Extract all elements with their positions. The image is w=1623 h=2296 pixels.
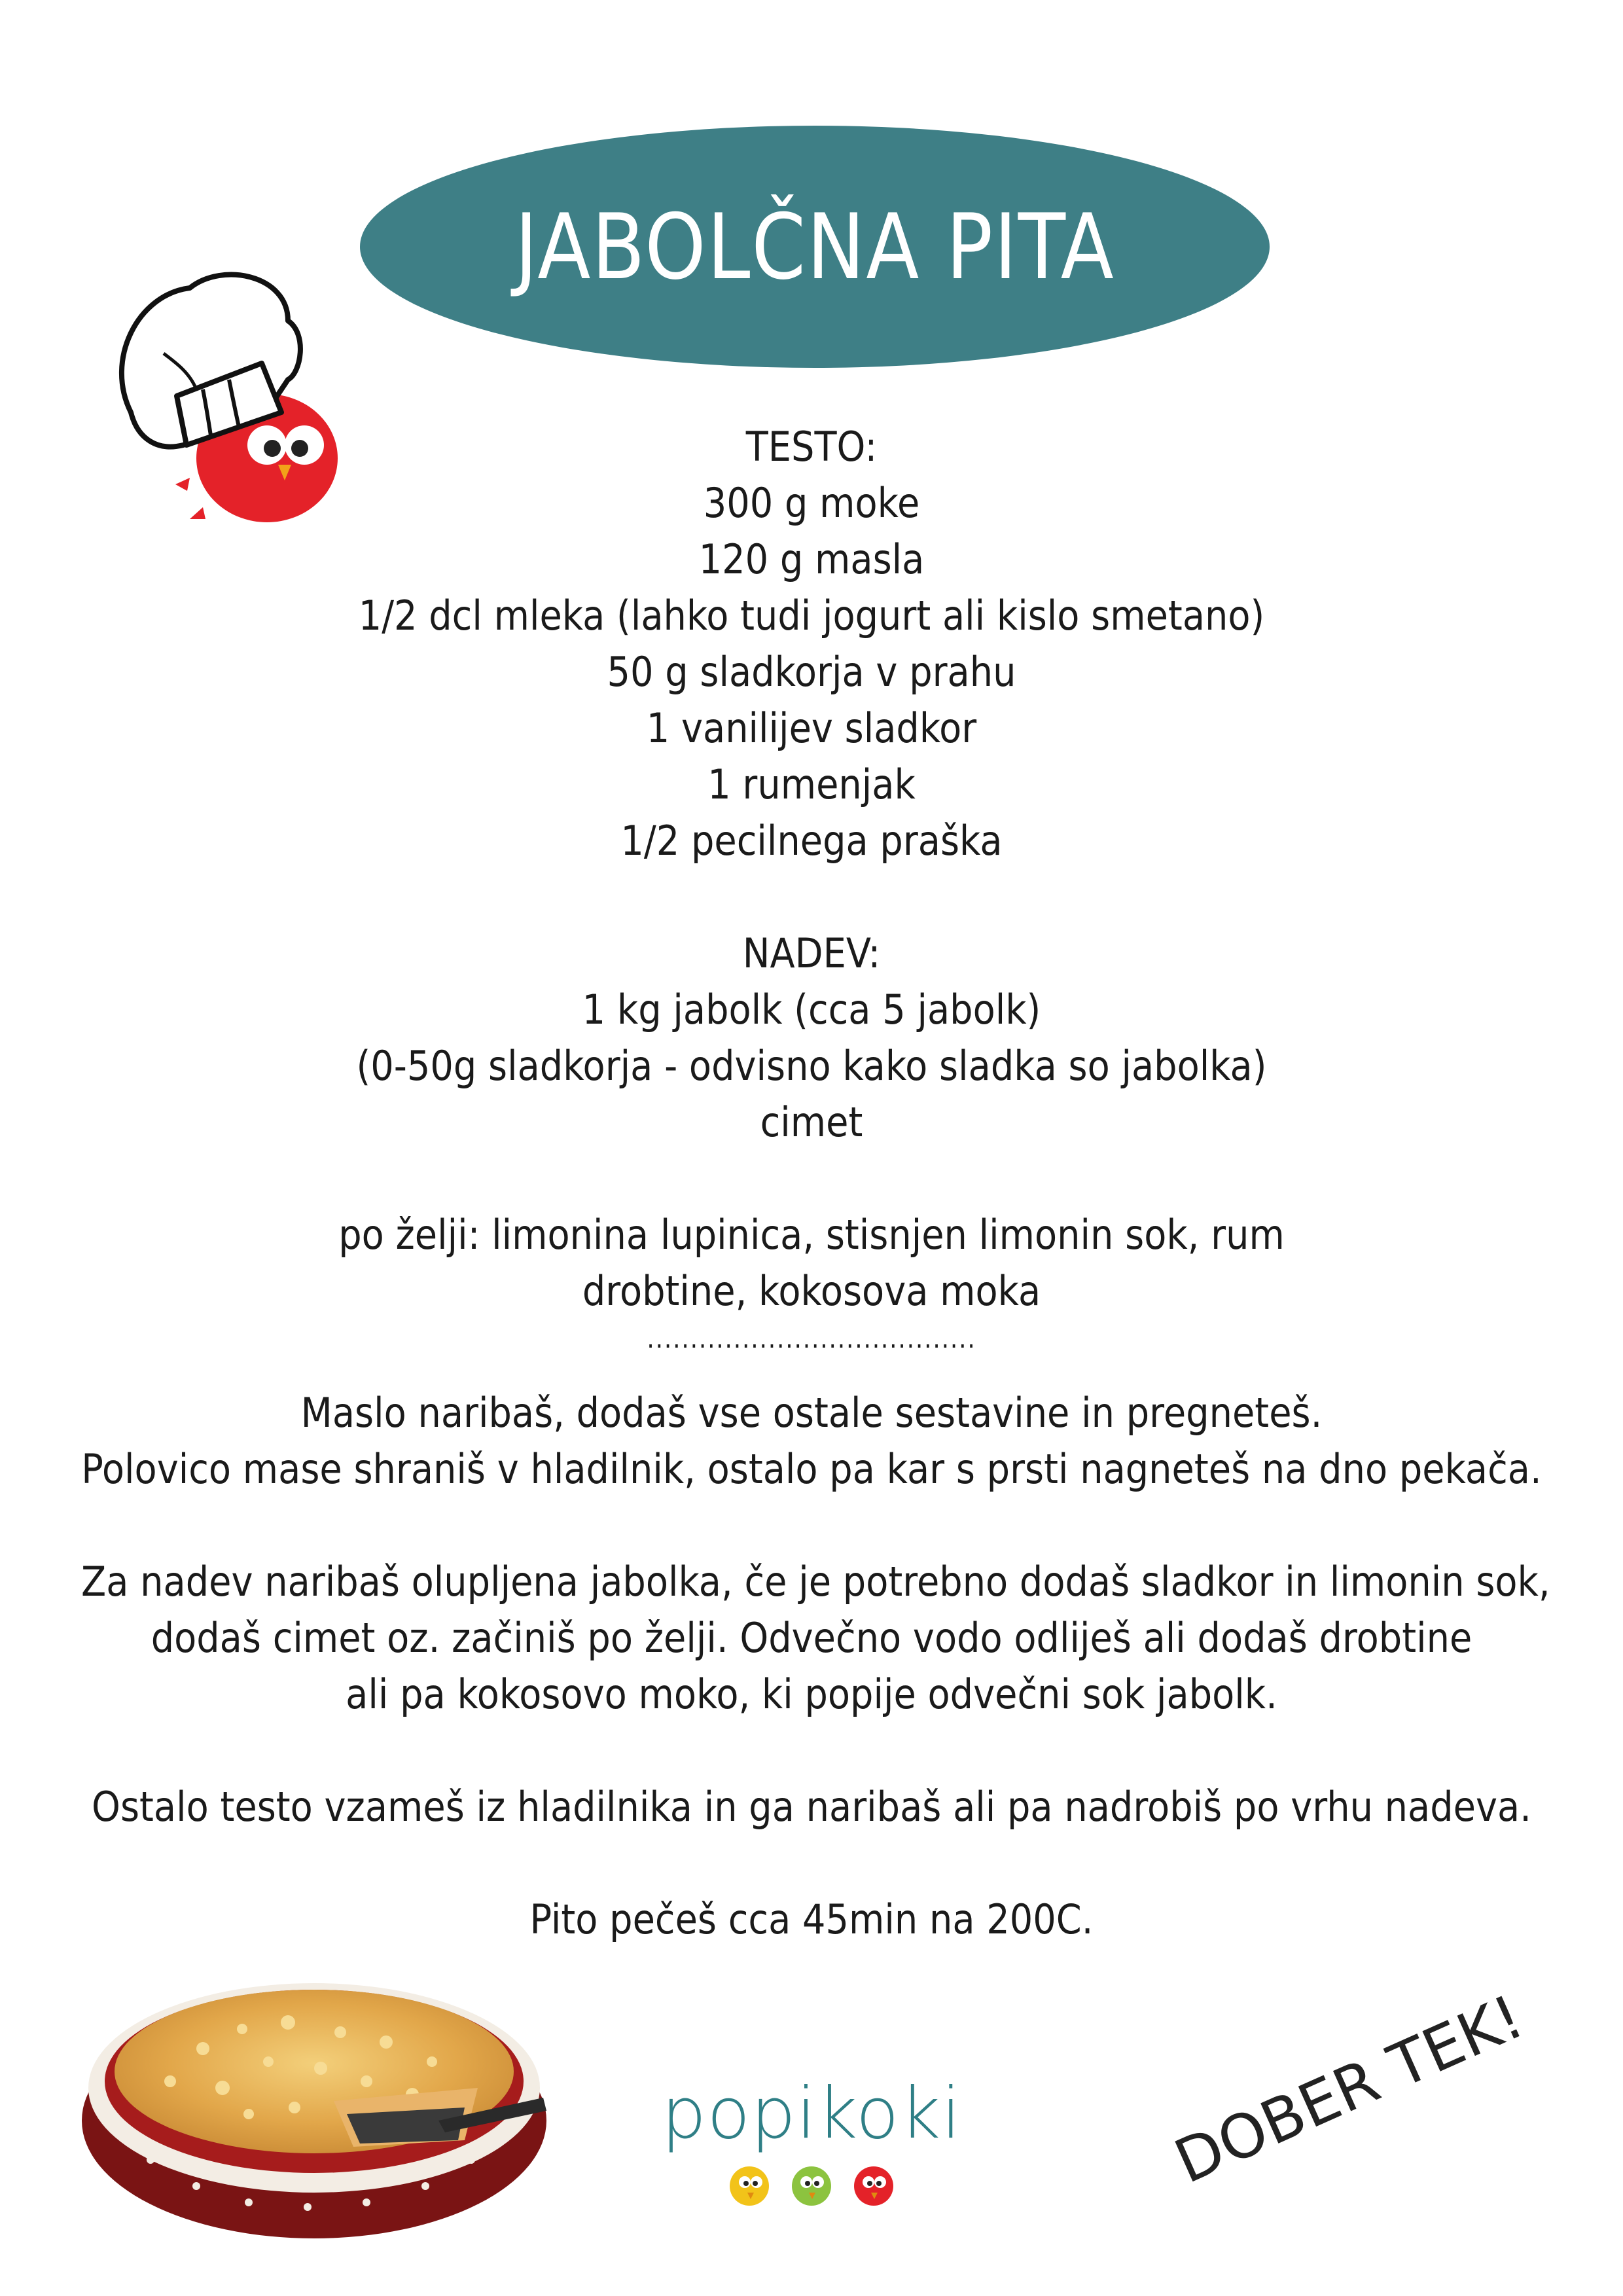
recipe-body bbox=[0, 419, 1623, 1948]
page-title: JABOLČNA PITA bbox=[514, 194, 1115, 300]
dough-item: 300 g moke bbox=[703, 479, 920, 527]
instruction-line: Polovico mase shraniš v hladilnik, ostalo pa kar s prsti nagneteš na dno pekača. bbox=[81, 1445, 1542, 1493]
title-banner bbox=[360, 126, 1270, 368]
brand-logo bbox=[661, 2075, 962, 2232]
dough-item: 50 g sladkorja v prahu bbox=[607, 648, 1016, 696]
dough-item: 120 g masla bbox=[698, 535, 925, 583]
popikoki-birds-icon bbox=[713, 2153, 910, 2219]
divider: ...................................... bbox=[647, 1324, 976, 1354]
closing-text: DOBER TEK! bbox=[1164, 1981, 1534, 2197]
filling-item: 1 kg jabolk (cca 5 jabolk) bbox=[582, 986, 1041, 1033]
instruction-line: Za nadev naribaš olupljena jabolka, če je potrebno dodaš sladkor in limonin sok, bbox=[81, 1558, 1550, 1605]
dough-item: 1/2 dcl mleka (lahko tudi jogurt ali kislo smetano) bbox=[358, 592, 1265, 639]
dough-item: 1 vanilijev sladkor bbox=[646, 704, 977, 752]
optional-line: po želji: limonina lupinica, stisnjen limonin sok, rum bbox=[338, 1211, 1285, 1259]
instruction-line: Ostalo testo vzameš iz hladilnika in ga naribaš ali pa nadrobiš po vrhu nadeva. bbox=[92, 1783, 1531, 1831]
dough-item: 1 rumenjak bbox=[707, 761, 916, 808]
optional-line: drobtine, kokosova moka bbox=[582, 1267, 1041, 1315]
instruction-line: Pito pečeš cca 45min na 200C. bbox=[529, 1895, 1094, 1943]
apple-pie-photo bbox=[72, 1924, 556, 2251]
dough-item: 1/2 pecilnega praška bbox=[620, 817, 1003, 865]
instruction-line: Maslo naribaš, dodaš vse ostale sestavine in pregneteš. bbox=[300, 1389, 1323, 1437]
filling-heading: NADEV: bbox=[742, 929, 881, 977]
filling-item: cimet bbox=[760, 1098, 863, 1146]
filling-item: (0-50g sladkorja - odvisno kako sladka so jabolka) bbox=[356, 1042, 1267, 1090]
instruction-line: dodaš cimet oz. začiniš po želji. Odvečno vodo odliješ ali dodaš drobtine bbox=[151, 1614, 1472, 1662]
brand-name: popikoki bbox=[661, 2073, 962, 2155]
instruction-line: ali pa kokosovo moko, ki popije odvečni sok jabolk. bbox=[346, 1670, 1277, 1718]
dough-heading: TESTO: bbox=[745, 423, 878, 471]
